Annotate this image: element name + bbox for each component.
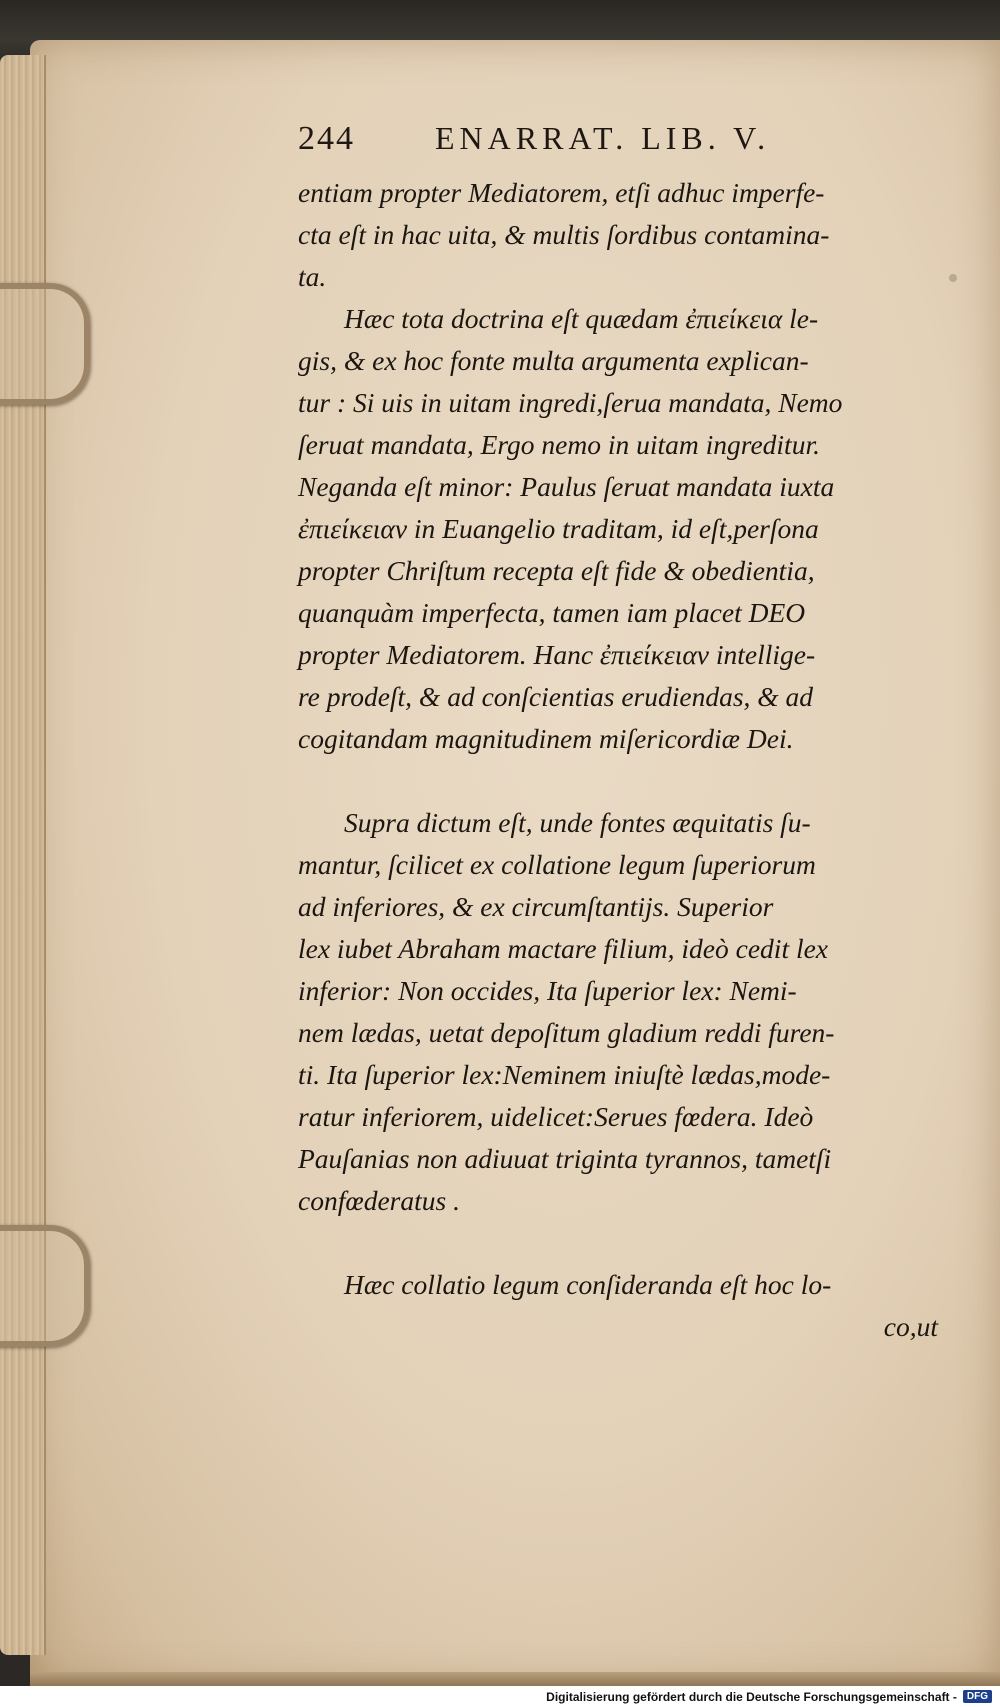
text-line: propter Mediatorem. Hanc ἐπιείκειαν intellige- xyxy=(298,639,816,670)
main-text xyxy=(298,172,948,1348)
text-line: quanquàm imperfecta, tamen iam placet DEO xyxy=(298,597,806,628)
text-line: inferior: Non occides, Ita ſuperior lex: Nemi- xyxy=(298,975,797,1006)
text-line: propter Chriſtum recepta eſt fide & obedientia, xyxy=(298,555,815,586)
text-line: gis, & ex hoc fonte multa argumenta explican- xyxy=(298,345,809,376)
text-line: nem lædas, uetat depoſitum gladium reddi furen- xyxy=(298,1017,835,1048)
dfg-logo: DFG xyxy=(963,1690,992,1703)
text-line: Pauſanias non adiuuat triginta tyrannos, tametſi xyxy=(298,1143,832,1174)
text-line: Supra dictum eſt, unde fontes æquitatis ſu- xyxy=(344,807,811,838)
page-number: 244 xyxy=(298,120,355,157)
text-line: tur : Si uis in uitam ingredi,ſerua mandata, Nemo xyxy=(298,387,843,418)
text-line: ἐπιείκειαν in Euangelio traditam, id eſt,perſona xyxy=(298,513,819,544)
text-line: cogitandam magnitudinem miſericordiæ Dei. xyxy=(298,723,794,754)
text-line: lex iubet Abraham mactare filium, ideò cedit lex xyxy=(298,933,829,964)
funding-note: Digitalisierung gefördert durch die Deutsche Forschungsgemeinschaft - xyxy=(546,1689,957,1704)
text-line: ti. Ita ſuperior lex:Neminem iniuſtè lædas,mode- xyxy=(298,1059,831,1090)
book-clamp-top xyxy=(0,283,90,405)
catchword: co,ut xyxy=(883,1311,938,1342)
text-line: Hæc tota doctrina eſt quædam ἐπιείκεια le- xyxy=(344,303,819,334)
text-line: mantur, ſcilicet ex collatione legum ſuperiorum xyxy=(298,849,816,880)
text-line: re prodeſt, & ad conſcientias erudiendas, & ad xyxy=(298,681,814,712)
text-line: ad inferiores, & ex circumſtantijs. Superior xyxy=(298,891,774,922)
text-line: cta eſt in hac uita, & multis ſordibus contamina- xyxy=(298,219,830,250)
text-line: ratur inferiorem, uidelicet:Serues fœdera. Ideò xyxy=(298,1101,814,1132)
digitization-footer xyxy=(0,1686,1000,1707)
book-clamp-bottom xyxy=(0,1225,90,1347)
text-line: confœderatus . xyxy=(298,1185,460,1216)
text-line: ſeruat mandata, Ergo nemo in uitam ingreditur. xyxy=(298,429,820,460)
text-line: ta. xyxy=(298,261,327,292)
text-line: Hæc collatio legum conſideranda eſt hoc lo- xyxy=(344,1269,832,1300)
paragraph-gap xyxy=(298,1222,948,1264)
text-line: entiam propter Mediatorem, etſi adhuc imperfe- xyxy=(298,177,825,208)
running-head xyxy=(298,120,858,158)
page-bottom-edge xyxy=(30,1672,1000,1686)
running-title: ENARRAT. LIB. V. xyxy=(435,120,771,156)
paper-spot xyxy=(949,274,957,282)
text-line: Neganda eſt minor: Paulus ſeruat mandata iuxta xyxy=(298,471,835,502)
paragraph-gap xyxy=(298,760,948,802)
